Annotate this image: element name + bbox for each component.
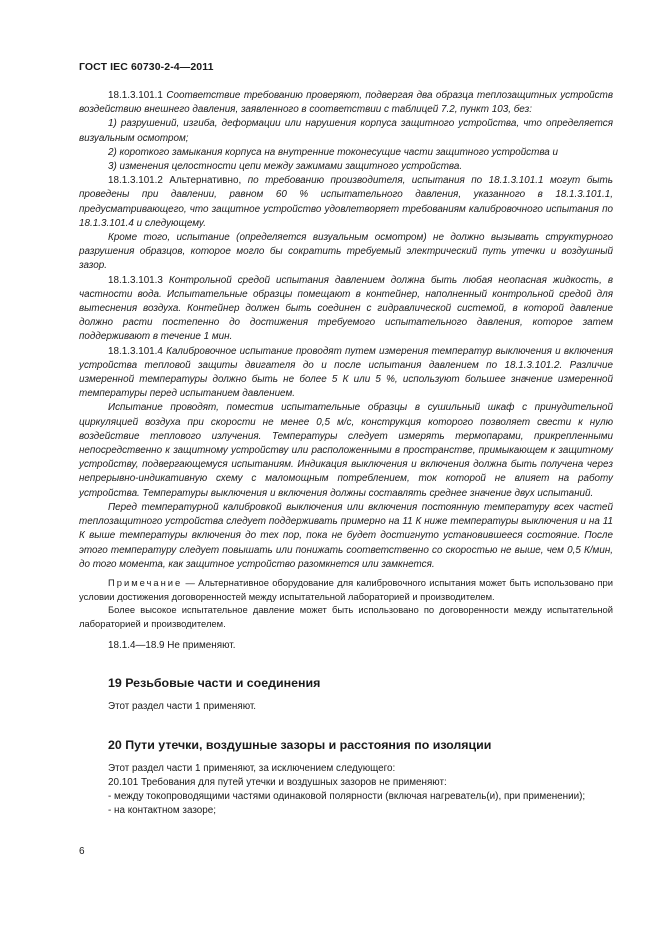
section-19-title: 19 Резьбовые части и соединения xyxy=(108,676,321,691)
section-20-list-item-2: - на контактном зазоре; xyxy=(108,805,216,817)
paragraph-calibration: Перед температурной калибровкой выключения или включения постоянную температуру всех частей теплозащитного устройства следует поддерживать примерно на 11 К ниже температуры выключения и на 11 К выше температуры включения до тех пор, пока не будет достигнуто установившееся состояние. После этого температуру следует повышать или понижать соответственно со скоростью не выше, чем 0,5 К/мин, до того момента, как защитное устройство разомкнется или замкнется. xyxy=(79,501,613,570)
page-number: 6 xyxy=(79,846,85,857)
list-item-1: 1) разрушений, изгиба, деформации или нарушения корпуса защитного устройства, что определяется визуальным осмотром; xyxy=(79,118,613,144)
clause-text: по требованию производителя, испытания по 18.1.3.101.1 могут быть проведены при давлении, равном 60 % испытательного давления, указанного в 18.1.3.101.1, предусматривающего, что защитное устройство удовлетворяет требованиям калибровочного испытания по 18.1.3.101.4 и следующему. xyxy=(79,175,613,229)
paragraph-additional-requirement: Кроме того, испытание (определяется визуальным осмотром) не должно вызывать структурного разрушения образцов, которое могло бы сократить требуемый электрический путь утечки и воздушный зазор. xyxy=(79,232,613,272)
paragraph-18-1-3-101-4 xyxy=(79,345,613,402)
section-20-line-1: Этот раздел части 1 применяют, за исключением следующего: xyxy=(108,762,396,774)
note-paragraph xyxy=(79,576,613,603)
section-19-text: Этот раздел части 1 применяют. xyxy=(108,701,257,713)
clause-text: Соответствие требованию проверяют, подвергая два образца теплозащитных устройств воздействию внешнего давления, заявленного в соответствии с таблицей 7.2, пункт 103, без: xyxy=(79,90,613,116)
clause-number: 18.1.3.101.1 xyxy=(108,90,163,101)
document-body xyxy=(79,89,613,819)
section-20-list-item-1: - между токопроводящими частями одинаковой полярности (включая нагреватель(и), при применении); xyxy=(108,791,586,803)
clause-number: 18.1.3.101.3 xyxy=(108,274,163,286)
paragraph-18-1-3-101-2 xyxy=(79,174,613,231)
section-20-line-2: 20.101 Требования для путей утечки и воздушных зазоров не применяют: xyxy=(108,776,447,788)
section-20-title: 20 Пути утечки, воздушные зазоры и расстояния по изоляции xyxy=(108,737,492,752)
paragraph-18-1-3-101-1 xyxy=(79,89,613,117)
clause-text: Контрольной средой испытания давлением должна быть любая неопасная жидкость, в частности вода. Испытательные образцы помещают в контейнер, наполненный контрольной средой для вытеснения воздуха. Контейнер должен быть соединен с гидравлической системой, в которой давление должно расти постепенно до достижения требуемого испытательного давления, которое затем поддерживают в течение 1 мин. xyxy=(79,274,613,343)
note-text: — Альтернативное оборудование для калибровочного испытания может быть использовано при условии достижения договоренностей между испытательной лабораторией и производителем. xyxy=(79,576,614,602)
clause-number: 18.1.3.101.2 xyxy=(108,175,163,187)
clause-number: 18.1.3.101.4 xyxy=(108,345,163,357)
clause-lead-word: Альтернативно, xyxy=(169,175,242,187)
paragraph-18-1-3-101-3 xyxy=(79,274,613,345)
note-paragraph-2: Более высокое испытательное давление может быть использовано по договоренности между испытательной лабораторией и производителем. xyxy=(79,604,613,629)
list-item-3: 3) изменения целостности цепи между зажимами защитного устройства. xyxy=(108,161,463,173)
paragraph-18-1-4: 18.1.4—18.9 Не применяют. xyxy=(108,640,236,652)
note-label: Примечание xyxy=(108,576,183,588)
clause-text: Калибровочное испытание проводят путем измерения температур выключения и включения устройства тепловой защиты двигателя до и после испытания давлением по 18.1.3.101.2. Различие измеренной температуры должно быть не более 5 К или 5 %, используют большее значение измеренной температуры перед испытанием давлением. xyxy=(79,345,613,400)
document-header: ГОСТ IEC 60730-2-4—2011 xyxy=(79,61,214,73)
list-item-2: 2) короткого замыкания корпуса на внутренние токонесущие части защитного устройства и xyxy=(108,146,559,158)
paragraph-test-procedure: Испытание проводят, поместив испытательные образцы в сушильный шкаф с принудительной циркуляцией воздуха при скорости не менее 0,5 м/с, конструкция которого позволяет свести к нулю воздействие теплового излучения. Температуры следует измерять термопарами, прикрепленными непосредственно к защитному устройству или расположенными в пространстве, примыкающем к защитному устройству, подвергающемуся испытаниям. Индикация выключения и включения должна быть получена через непрерывно-индикативную схему с маломощным потреблением, ток которой не влияет на работу устройства. Температуры выключения и включения должны составлять среднее значение двух испытаний. xyxy=(79,402,613,499)
